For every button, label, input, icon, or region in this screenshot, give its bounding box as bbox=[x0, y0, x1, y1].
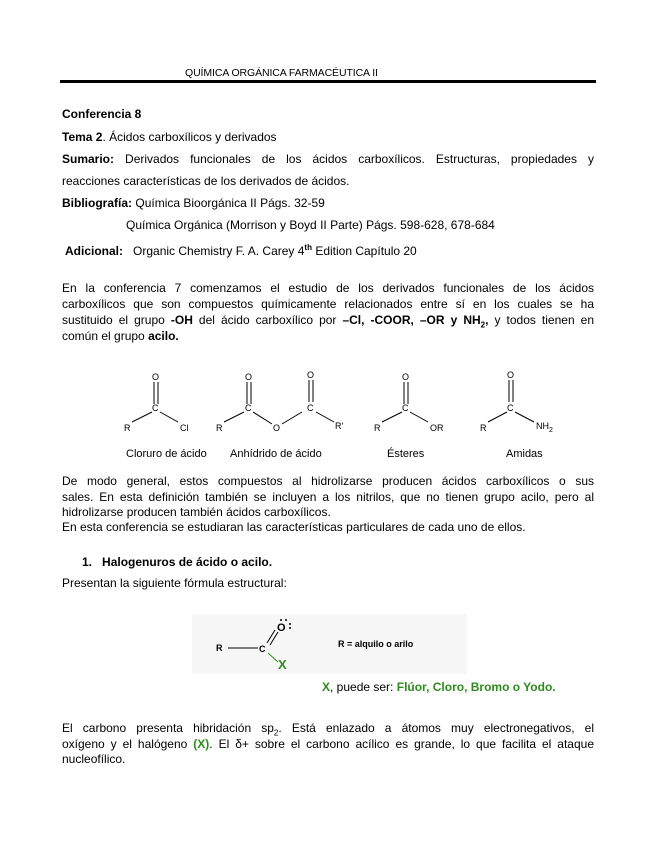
amide-r-group: R bbox=[480, 423, 487, 433]
label-cloruro-de-acido: Cloruro de ácido bbox=[126, 448, 207, 460]
section1-intro: Presentan la siguiente fórmula estructural: bbox=[62, 576, 287, 590]
bibliografia-line-1: Bibliografía: Química Bioorgánica II Págs. 32-59 bbox=[62, 196, 325, 210]
paragraph3-line-1: El carbono presenta hibridación $sp_2$. Está enlazado a átomos muy electronegativos, el bbox=[62, 721, 595, 738]
anhydride-bridge-oxygen: O bbox=[273, 423, 281, 433]
anhydride-carbon-1: C bbox=[245, 403, 252, 413]
label-esteres: Ésteres bbox=[387, 448, 425, 460]
sumario-line-2: reacciones características de los derivados de ácidos. bbox=[62, 174, 350, 188]
acyl-halide-structure bbox=[192, 614, 467, 674]
acyl-halide-carbon: C bbox=[259, 644, 266, 654]
paragraph2-line-4: En esta conferencia se estudiaran las características particulares de cada uno de ellos. bbox=[62, 520, 526, 534]
paragraph1-line-1: En la conferencia 7 comenzamos el estudio de los derivados funcionales de los ácidos bbox=[62, 281, 594, 295]
acyl-halide-r-group: R bbox=[216, 643, 223, 653]
amide-nh-group: $NH_2$ bbox=[536, 421, 553, 434]
ester-or-group: OR bbox=[430, 423, 444, 433]
anhydride-carbon-2: C bbox=[307, 403, 314, 413]
chloride-r-group: R bbox=[124, 423, 131, 433]
anhydride-r-prime-group: R' bbox=[335, 421, 344, 431]
adicional-line: Adicional: Organic Chemistry F. A. Carey 4th Edition Capítulo 20 bbox=[65, 243, 417, 258]
r-definition: R = alquilo o arilo bbox=[338, 639, 414, 649]
paragraph2-line-1: De modo general, estos compuestos al hidrolizarse producen ácidos carboxílicos o sus bbox=[62, 474, 594, 488]
anhydride-r-group: R bbox=[216, 423, 223, 433]
amide-oxygen-atom: O bbox=[507, 370, 515, 380]
acyl-halide-x-atom: X bbox=[278, 657, 287, 672]
paragraph1-line-3: sustituido el grupo -OH del ácido carboxílico por –Cl, -COOR, –OR y $NH_2$, y todos tienen en bbox=[62, 313, 595, 330]
header-rule bbox=[60, 80, 596, 83]
paragraph1-line-2: carboxílicos que son compuestos químicamente relacionados entre sí en los cuales se ha bbox=[62, 297, 594, 311]
ester-carbon-atom: C bbox=[402, 403, 409, 413]
paragraph2-line-3: hidrolizarse producen también ácidos carboxílicos. bbox=[62, 505, 331, 519]
ester-oxygen-atom: O bbox=[402, 372, 410, 382]
ester-r-group: R bbox=[374, 423, 381, 433]
chloride-carbon-atom: C bbox=[152, 403, 159, 413]
anhydride-oxygen-2: O bbox=[307, 370, 315, 380]
chloride-oxygen-atom: O bbox=[152, 372, 160, 382]
halogen-caption: X, puede ser: Flúor, Cloro, Bromo o Yodo. bbox=[322, 680, 556, 694]
chloride-cl-atom: Cl bbox=[180, 423, 189, 433]
acyl-halide-oxygen: O bbox=[277, 622, 286, 634]
paragraph2-line-2: sales. En esta definición también se incluyen a los nitrilos, que no tienen grupo acilo, pero al bbox=[62, 490, 594, 504]
paragraph3-line-2: oxígeno y el halógeno (X). El δ+ sobre el carbono acílico es grande, lo que facilita el ataque bbox=[62, 737, 595, 751]
bibliografia-line-2: Química Orgánica (Morrison y Boyd II Parte) Págs. 598-628, 678-684 bbox=[126, 218, 495, 232]
anhydride-oxygen-1: O bbox=[245, 372, 253, 382]
amide-carbon-atom: C bbox=[507, 403, 514, 413]
label-amidas: Amidas bbox=[506, 448, 543, 460]
paragraph1-line-4: común el grupo acilo. bbox=[62, 329, 179, 343]
acid-derivative-structures bbox=[110, 368, 570, 443]
tema-line: Tema 2. Ácidos carboxílicos y derivados bbox=[62, 130, 277, 144]
section1-heading: 1. Halogenuros de ácido o acilo. bbox=[82, 555, 273, 569]
label-anhidrido-de-acido: Anhídrido de ácido bbox=[230, 448, 322, 460]
sumario-line-1: Sumario: Derivados funcionales de los ácidos carboxílicos. Estructuras, propiedades y bbox=[62, 152, 594, 166]
page-header-title: QUÍMICA ORGÁNICA FARMACÉUTICA II bbox=[185, 67, 378, 79]
paragraph3-line-3: nucleofílico. bbox=[62, 752, 126, 766]
conference-title: Conferencia 8 bbox=[62, 107, 142, 121]
